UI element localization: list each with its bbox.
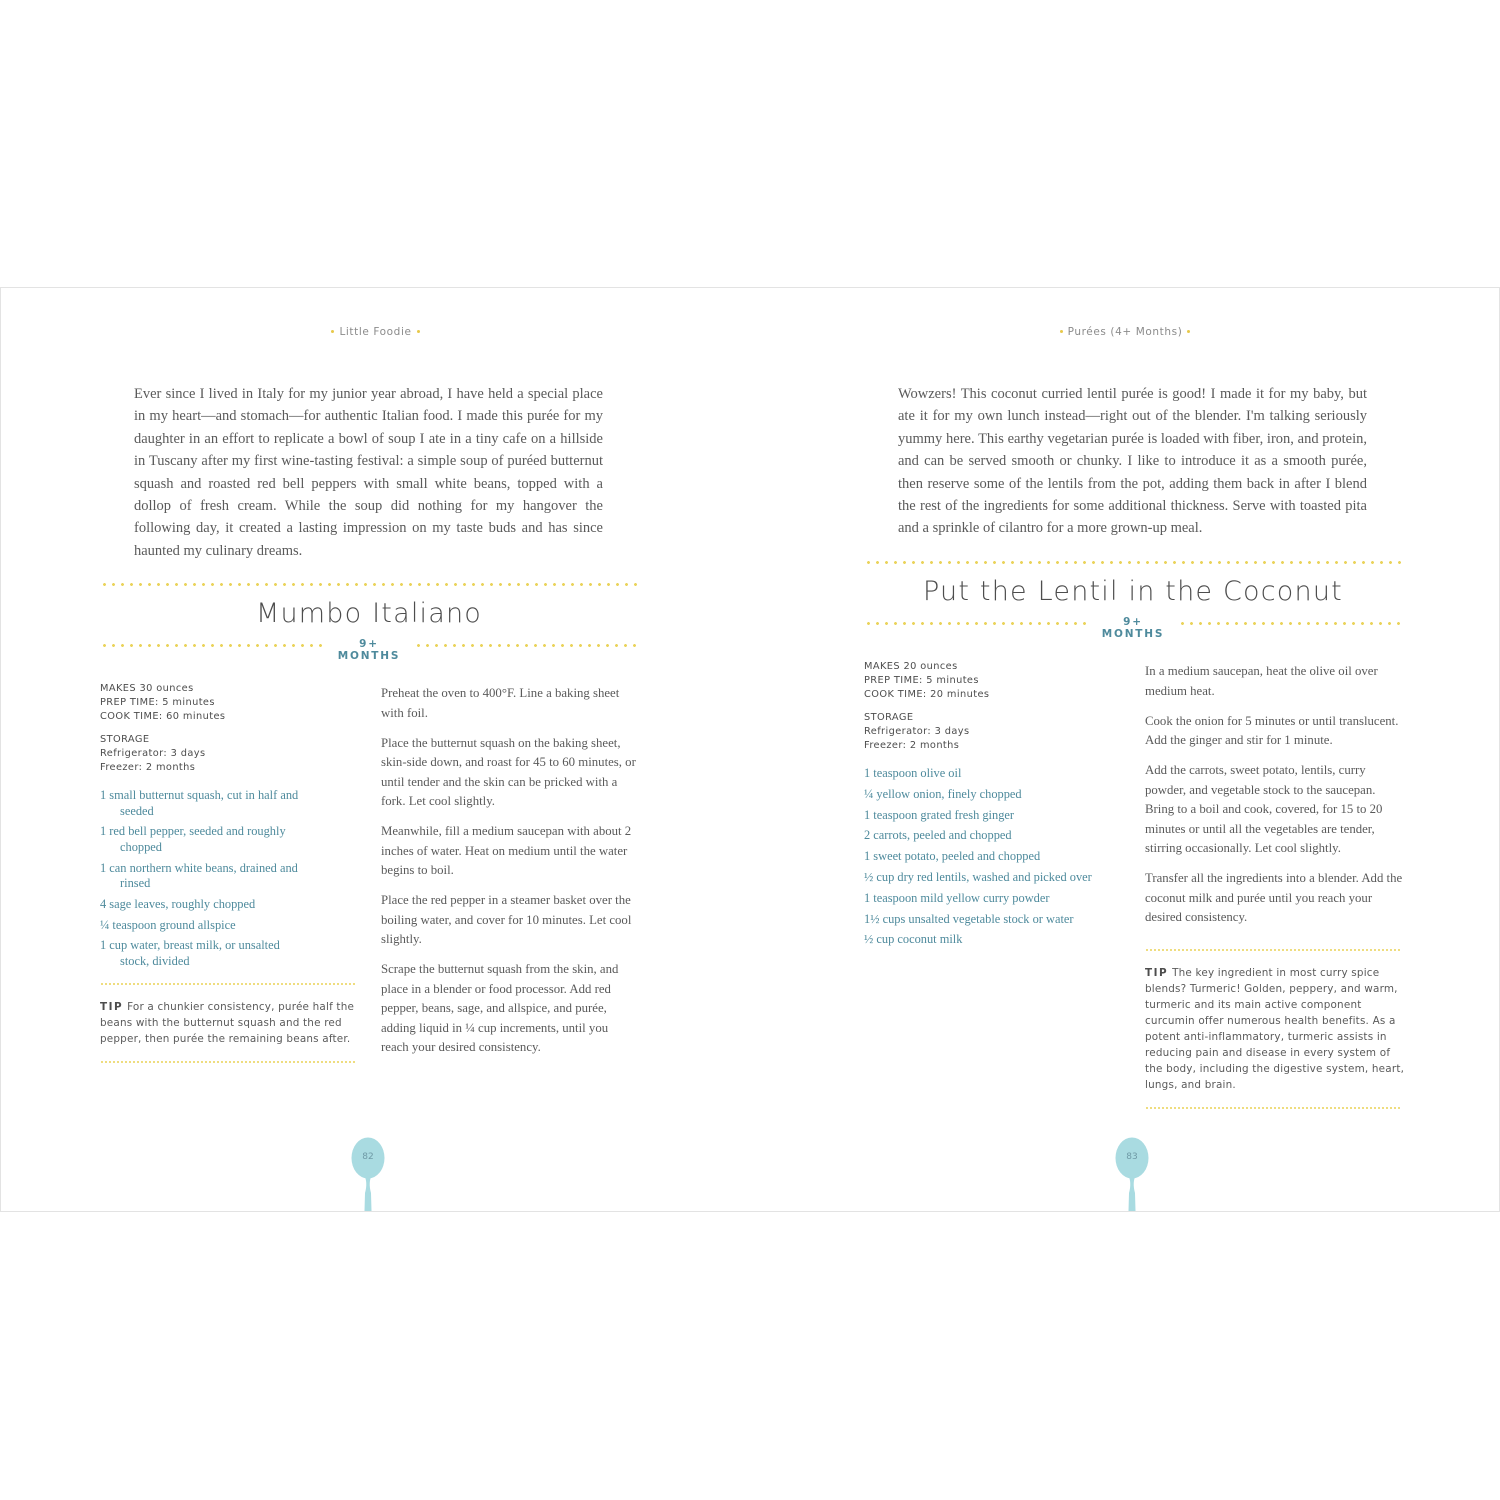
ingredient-list [864,766,1094,953]
ingredient-item: ½ cup coconut milk [864,932,963,947]
right-page [750,288,1499,1211]
page-number: 82 [362,1152,374,1162]
running-head: Purées (4+ Months) [690,326,1500,338]
ingredient-item: 2 carrots, peeled and chopped [864,828,1012,843]
cook-time-text: COOK TIME: 60 minutes [100,711,226,722]
tip-text: For a chunkier consistency, purée half the beans with the butternut squash and the red pepper, then purée the remaining beans after. [100,1001,355,1045]
freezer-text: Freezer: 2 months [100,762,196,773]
tip-label: TIP [1145,967,1169,979]
page-number: 83 [1126,1152,1138,1162]
tip-divider [100,1061,356,1063]
running-head: Little Foodie [1,326,750,338]
ingredient-item: ½ cup dry red lentils, washed and picked over [864,869,1092,884]
ingredient-item: ¼ teaspoon ground allspice [100,917,236,932]
ingredient-item: ¼ yellow onion, finely chopped [864,786,1022,801]
step-paragraph: In a medium saucepan, heat the olive oil over medium heat. [1145,664,1378,698]
dotted-divider [100,644,324,647]
tip-divider [100,983,356,985]
intro-paragraph: Wowzers! This coconut curried lentil purée is good! I made it for my baby, but ate it for my own lunch instead—right out of the blender. I'm talking seriously yummy here. This earthy vegetarian purée is loaded with fiber, iron, and protein, and can be served smooth or chunky. I like to introduce it as a smooth purée, then reserve some of the lentils from the pot, adding them back in after I blend the rest of the ingredients for some additional thickness. Serve with toasted pita and a sprinkle of cilantro for a more grown-up meal. [898,386,1367,537]
refrigerator-text: Refrigerator: 3 days [100,748,206,759]
bullet-dot [1060,330,1063,333]
dotted-divider [414,644,638,647]
spoon-icon [1115,1137,1149,1211]
step-paragraph: Add the carrots, sweet potato, lentils, curry powder, and vegetable stock to the saucepan. Bring to a boil and cook, covered, for 15 to 20 minutes or until all the vegetables are tender, stirring occasionally. Let cool slightly. [1145,763,1383,855]
storage-label: STORAGE [864,712,914,723]
makes-text: MAKES 30 ounces [100,683,194,694]
ingredient-item: 1 can northern white beans, drained and rinsed [100,860,298,891]
step-paragraph: Transfer all the ingredients into a blender. Add the coconut milk and purée until you reach your desired consistency. [1145,871,1403,924]
ingredient-item: 1 sweet potato, peeled and chopped [864,849,1041,864]
age-label: 9+ MONTHS [1101,616,1165,640]
book-spread [0,287,1500,1212]
instruction-steps [1145,662,1403,938]
refrigerator-text: Refrigerator: 3 days [864,726,970,737]
ingredient-item: 4 sage leaves, roughly chopped [100,896,256,911]
tip-divider [1145,1107,1401,1109]
dotted-divider [864,622,1088,625]
step-paragraph: Scrape the butternut squash from the skin, and place in a blender or food processor. Add red pepper, beans, sage, and allspice, and purée, adding liquid in ¼ cup increments, until you reach your desired consistency. [381,962,619,1054]
recipe-meta [100,682,350,775]
age-row [100,638,638,662]
step-paragraph: Meanwhile, fill a medium saucepan with about 2 inches of water. Heat on medium until the water begins to boil. [381,824,632,877]
ingredient-item: 1 red bell pepper, seeded and roughly chopped [100,824,286,854]
cook-time-text: COOK TIME: 20 minutes [864,689,990,700]
tip-text: The key ingredient in most curry spice blends? Turmeric! Golden, peppery, and warm, turmeric and its main active component curcumin offer numerous health benefits. As a potent anti-inflammatory, turmeric assists in reducing pain and disease in every system of the body, including the digestive system, heart, lungs, and brain. [1145,967,1405,1091]
tip-box [1145,965,1405,1093]
ingredient-item: 1 cup water, breast milk, or unsalted stock, divided [100,938,280,968]
freezer-text: Freezer: 2 months [864,740,960,751]
prep-time-text: PREP TIME: 5 minutes [864,675,979,686]
recipe-title: Put the Lentil in the Coconut [923,576,1343,607]
tip-box [100,999,358,1047]
intro-paragraph: Ever since I lived in Italy for my junior year abroad, I have held a special place in my heart—and stomach—for authentic Italian food. I made this purée for my daughter in an effort to replicate a bowl of soup I ate in a tiny cafe on a hillside in Tuscany after my first wine-tasting festival: a simple soup of puréed butternut squash and roasted red bell peppers with small white beans, topped with a dollop of fresh cream. While the soup did nothing for my hangover the following day, it created a lasting impression on my taste buds and has since haunted my culinary dreams. [134,386,603,559]
ingredient-item: 1 teaspoon mild yellow curry powder [864,890,1050,905]
storage-label: STORAGE [100,734,150,745]
ingredient-item: 1½ cups unsalted vegetable stock or water [864,911,1074,926]
spoon-page-marker [1115,1137,1149,1211]
ingredient-item: 1 teaspoon olive oil [864,766,962,780]
ingredient-item: 1 small butternut squash, cut in half and seeded [100,788,299,818]
bullet-dot [417,330,420,333]
recipe-meta [864,660,1114,753]
step-paragraph: Place the butternut squash on the baking sheet, skin-side down, and roast for 45 to 60 minutes, or until tender and the skin can be pricked with a fork. Let cool slightly. [381,735,636,808]
bullet-dot [1187,330,1190,333]
instruction-steps [381,684,637,1068]
spoon-page-marker [351,1137,385,1211]
tip-divider [1145,949,1401,951]
age-label: 9+ MONTHS [337,638,401,662]
bullet-dot [331,330,334,333]
makes-text: MAKES 20 ounces [864,661,958,672]
step-paragraph: Cook the onion for 5 minutes or until translucent. Add the ginger and stir for 1 minute. [1145,713,1399,747]
recipe-title: Mumbo Italiano [255,598,483,629]
age-row [864,616,1402,640]
dotted-divider [864,561,1402,564]
ingredient-item: 1 teaspoon grated fresh ginger [864,807,1015,822]
step-paragraph: Preheat the oven to 400°F. Line a baking sheet with foil. [381,686,620,720]
ingredient-list [100,788,300,975]
step-paragraph: Place the red pepper in a steamer basket over the boiling water, and cover for 10 minutes. Let cool slightly. [381,893,632,946]
prep-time-text: PREP TIME: 5 minutes [100,697,215,708]
dotted-divider [1178,622,1402,625]
spoon-icon [351,1137,385,1211]
dotted-divider [100,583,638,586]
left-page [1,288,750,1211]
tip-label: TIP [100,1001,124,1013]
